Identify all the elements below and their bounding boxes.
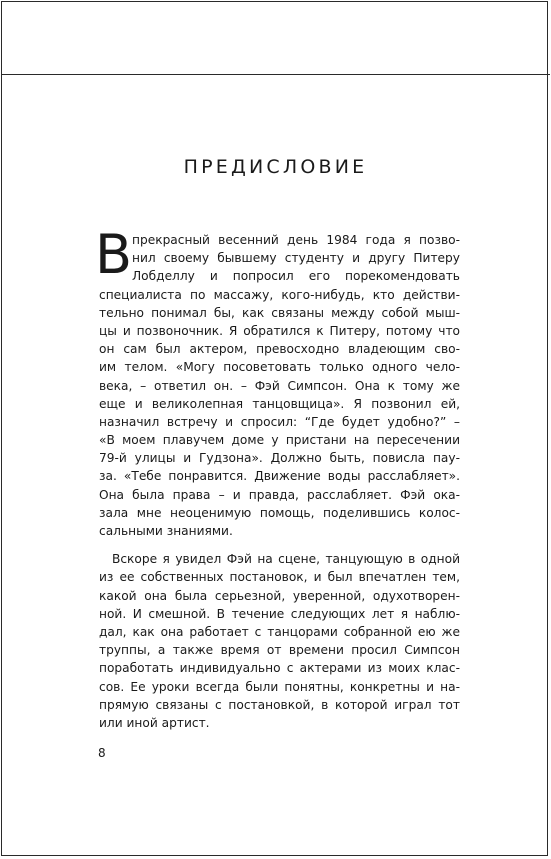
text-line: сов. Ее уроки всегда были понятны, конкретны и на- <box>99 679 460 694</box>
text-line: цы и позвоночник. Я обратился к Питеру, потому что <box>99 323 460 338</box>
text-line: еще и великолепная танцовщица». Я позвонил ей, <box>99 396 460 411</box>
text-line: сальными знаниями. <box>99 524 233 538</box>
text-line: из ее собственных постановок, и был впечатлен тем, <box>99 570 460 585</box>
page-number: 8 <box>98 746 106 760</box>
text-line: зала мне неоценимую помощь, поделившись колос- <box>99 505 460 520</box>
paragraph-1 <box>95 223 460 540</box>
text-line: ной. И смешной. В течение следующих лет я наблю- <box>99 606 460 621</box>
text-line: специалиста по массажу, кого-нибудь, кто действи- <box>99 287 460 302</box>
text-line: дал, как она работает с танцорами собранной ею же <box>99 624 460 639</box>
text-line: прямую связаны с постановкой, в которой играл тот <box>99 697 460 712</box>
text-line: «В моем плавучем доме у пристани на пересечении <box>99 433 460 448</box>
text-line: Она была права – и правда, расслабляет. Фэй ока- <box>99 487 460 502</box>
text-line: им телом. «Могу посоветовать только одного чело- <box>99 360 460 375</box>
text-line: Вскоре я увидел Фэй на сцене, танцующую в одной <box>112 552 460 567</box>
text-line: века, – ответил он. – Фэй Симпсон. Она к тому же <box>99 378 460 393</box>
chapter-title: ПРЕДИСЛОВИЕ <box>183 156 368 178</box>
drop-cap: В <box>95 223 133 286</box>
text-line: какой она была серьезной, уверенной, одухотворен- <box>99 588 460 603</box>
text-line: назначил встречу и спросил: “Где будет удобно?” – <box>99 414 460 429</box>
header-rule <box>1 74 550 75</box>
text-line: тельно понимал бы, как связаны между собой мыш- <box>99 305 460 320</box>
text-line: нил своему бывшему студенту и другу Питеру <box>132 251 460 266</box>
text-line: поработать индивидуально с актерами из моих клас- <box>99 661 460 676</box>
body-text <box>95 223 460 732</box>
text-line: труппы, а также время от времени просил Симпсон <box>99 643 460 658</box>
text-line: или иной артист. <box>99 715 210 730</box>
text-line: он сам был актером, превосходно владеющим сво- <box>99 342 460 357</box>
text-line: Лобделлу и попросил его порекомендовать <box>132 269 460 284</box>
text-line: прекрасный весенний день 1984 года я позво- <box>132 233 460 247</box>
text-line: за. «Тебе понравится. Движение воды расслабляет». <box>99 469 460 484</box>
dropcap-lines <box>132 231 460 286</box>
text-line: 79-й улицы и Гудзона». Должно быть, повисла пау- <box>99 451 460 466</box>
paragraph-2 <box>99 550 460 732</box>
